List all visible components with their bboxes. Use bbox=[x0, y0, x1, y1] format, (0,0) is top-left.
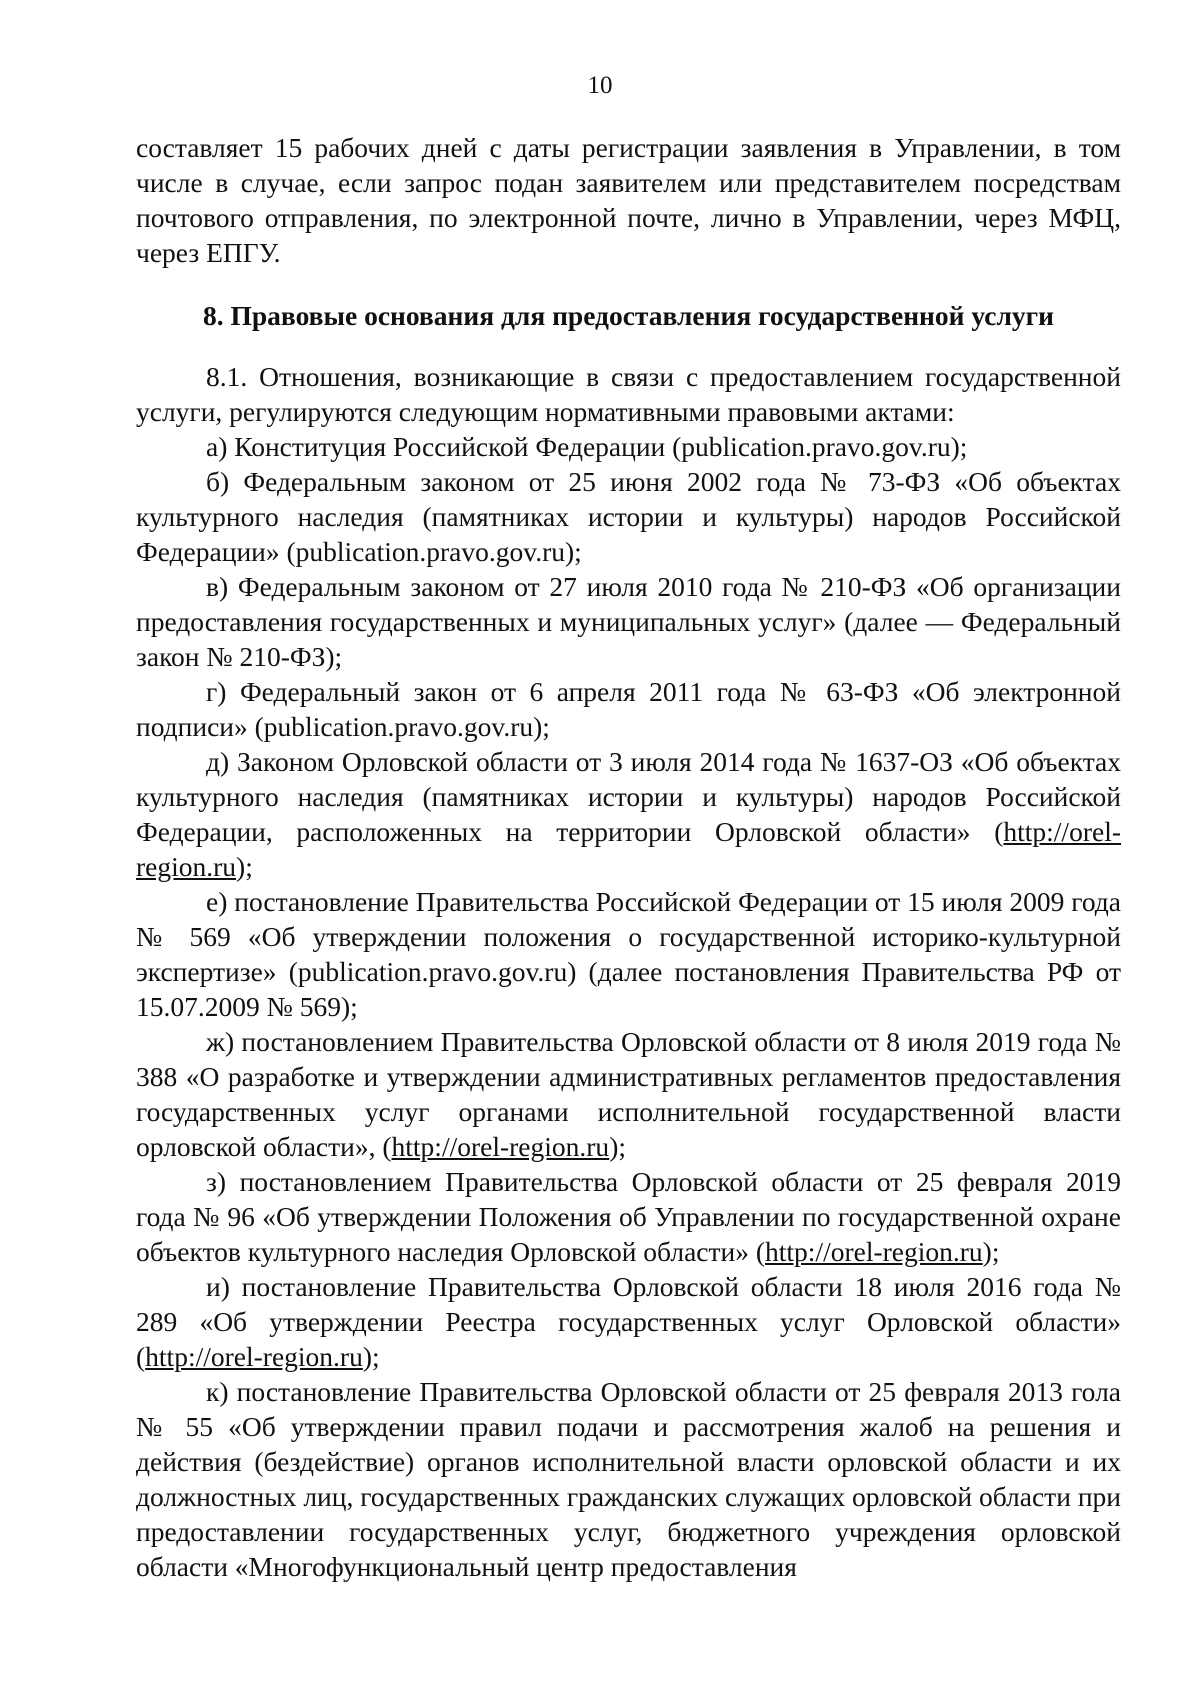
intro-paragraph: составляет 15 рабочих дней с даты регистрации заявления в Управлении, в том числе в случае, если запрос подан заявителем или представителем посредствам почтового отправления, по электронной почте, лично в Управлении, через МФЦ, через ЕПГУ. bbox=[136, 132, 1121, 268]
item-zh-tail: ); bbox=[609, 1131, 626, 1162]
item-i bbox=[136, 1269, 1121, 1374]
section-heading: 8. Правовые основания для предоставления государственной услуги bbox=[203, 300, 1054, 331]
item-i-text: и) постановление Правительства Орловской области 18 июля 2016 года № 289 «Об утверждении Реестра государственных услуг Орловской области» ( bbox=[136, 1271, 1121, 1372]
item-z bbox=[136, 1164, 1121, 1269]
paragraph-8-1: 8.1. Отношения, возникающие в связи с предоставлением государственной услуги, регулируются следующим нормативными правовыми актами: bbox=[136, 361, 1121, 427]
item-zh-text: ж) постановлением Правительства Орловской области от 8 июля 2019 года № 388 «О разработке и утверждении административных регламентов предоставления государственных услуг органами исполнительной государственной власти орловской области», ( bbox=[136, 1026, 1121, 1162]
item-d-text: д) Законом Орловской области от 3 июля 2014 года № 1637-ОЗ «Об объектах культурного наследия (памятниках истории и культуры) народов Российской Федерации, расположенных на территории Орловской области» ( bbox=[136, 746, 1121, 847]
item-b: б) Федеральным законом от 25 июня 2002 года № 73-ФЗ «Об объектах культурного наследия (памятниках истории и культуры) народов Российской Федерации» (publication.pravo.gov.ru); bbox=[136, 466, 1121, 567]
page-number: 10 bbox=[587, 72, 613, 99]
item-z-text: з) постановлением Правительства Орловской области от 25 февраля 2019 года № 96 «Об утверждении Положения об Управлении по государственной охране объектов культурного наследия Орловской области» ( bbox=[136, 1166, 1121, 1267]
item-g: г) Федеральный закон от 6 апреля 2011 года № 63-ФЗ «Об электронной подписи» (publication.pravo.gov.ru); bbox=[136, 676, 1121, 742]
item-v: в) Федеральным законом от 27 июля 2010 года № 210-ФЗ «Об организации предоставления государственных и муниципальных услуг» (далее — Федеральный закон № 210-ФЗ); bbox=[136, 571, 1121, 672]
item-zh-link[interactable]: http://orel-region.ru bbox=[391, 1131, 610, 1162]
item-d bbox=[136, 744, 1121, 884]
item-z-link[interactable]: http://orel-region.ru bbox=[765, 1236, 983, 1267]
document-body bbox=[136, 130, 1121, 1584]
item-e: е) постановление Правительства Российской Федерации от 15 июля 2009 года № 569 «Об утверждении положения о государственной историко-культурной экспертизе» (publication.pravo.gov.ru) (далее постановления Правительства РФ от 15.07.2009 № 569); bbox=[136, 886, 1121, 1022]
item-i-link[interactable]: http://orel-region.ru bbox=[145, 1341, 363, 1372]
item-i-tail: ); bbox=[362, 1341, 380, 1372]
item-z-tail: ); bbox=[982, 1236, 1000, 1267]
item-k: к) постановление Правительства Орловской области от 25 февраля 2013 гола № 55 «Об утверждении правил подачи и рассмотрения жалоб на решения и действия (бездействие) органов исполнительной власти орловской области и их должностных лиц, государственных гражданских служащих орловской области при предоставлении государственных услуг, бюджетного учреждения орловской области «Многофункциональный центр предоставления bbox=[136, 1376, 1121, 1582]
item-a: а) Конституция Российской Федерации (publication.pravo.gov.ru); bbox=[206, 431, 968, 462]
item-d-tail: ); bbox=[236, 851, 253, 882]
item-zh bbox=[136, 1024, 1121, 1164]
item-d-link[interactable]: http://orel-region.ru bbox=[136, 816, 1121, 882]
